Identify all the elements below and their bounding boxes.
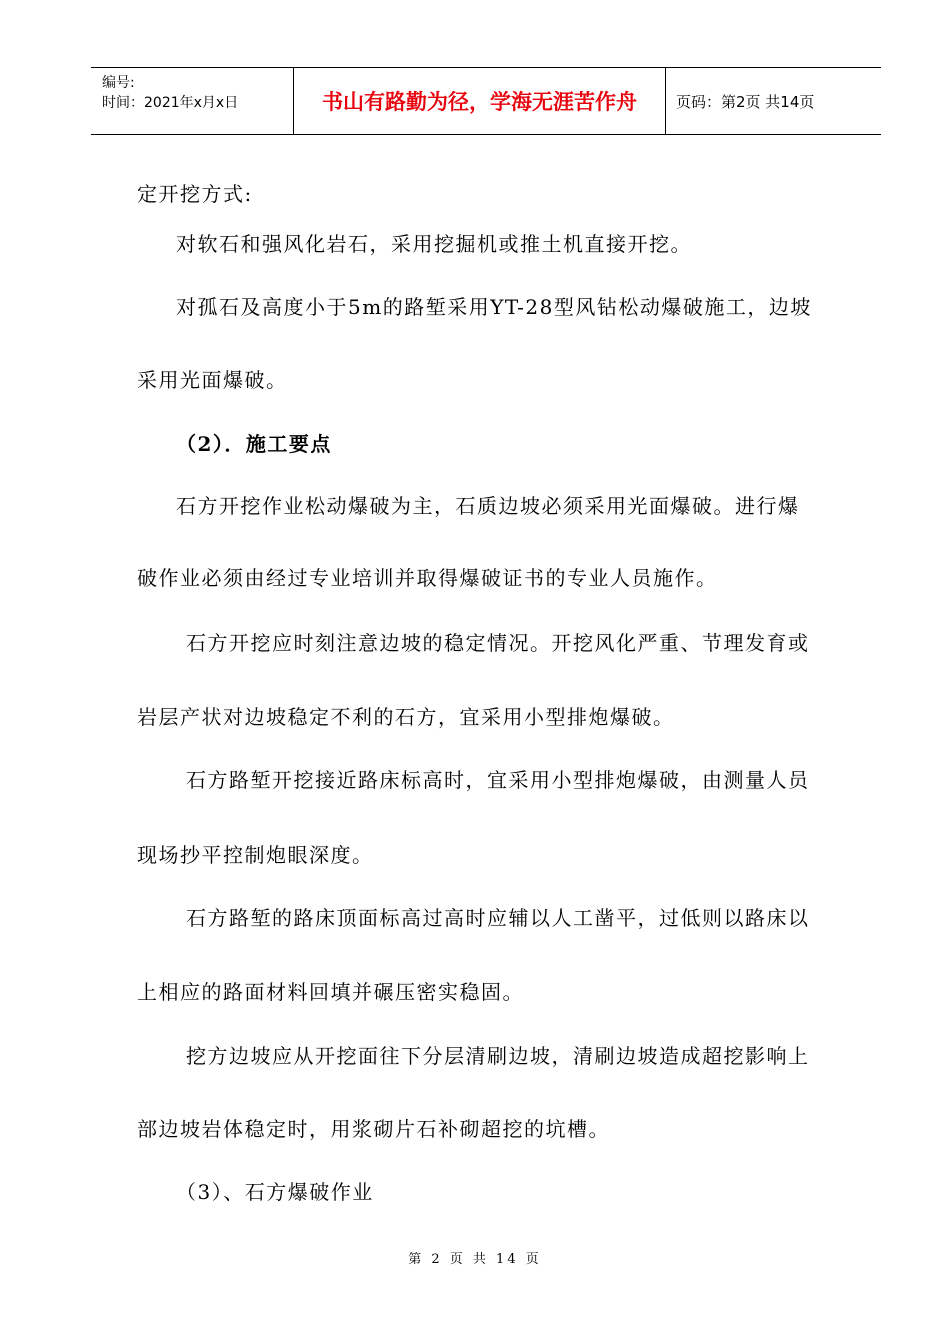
paragraph-line: 部边坡岩体稳定时，用浆砌片石补砌超挖的坑槽。: [137, 1117, 610, 1141]
paragraph-line: 对孤石及高度小于5m的路堑采用YT-28型风钻松动爆破施工，边坡: [176, 295, 812, 319]
time-label: 时间：2021年x月x日: [102, 95, 239, 111]
serial-label: 编号:: [102, 75, 135, 91]
paragraph-line: 挖方边坡应从开挖面往下分层清刷边坡，清刷边坡造成超挖影响上: [186, 1044, 810, 1068]
paragraph-line: 上相应的路面材料回填并碾压密实稳固。: [137, 980, 524, 1004]
paragraph-line: 石方路堑的路床顶面标高过高时应辅以人工凿平，过低则以路床以: [186, 906, 810, 930]
paragraph-line: 破作业必须由经过专业培训并取得爆破证书的专业人员施作。: [137, 566, 718, 590]
paragraph-line: 定开挖方式:: [137, 182, 253, 206]
paragraph-line: 石方路堑开挖接近路床标高时，宜采用小型排炮爆破，由测量人员: [186, 768, 810, 792]
paragraph-line: 对软石和强风化岩石，采用挖掘机或推土机直接开挖。: [176, 232, 692, 256]
page-footer: 第 2 页 共 14 页: [408, 1252, 542, 1267]
paragraph-line: 石方开挖应时刻注意边坡的稳定情况。开挖风化严重、节理发育或: [186, 631, 810, 655]
header-page-info: 页码：第2页 共14页: [676, 92, 815, 111]
paragraph-line: 现场抄平控制炮眼深度。: [137, 843, 374, 867]
paragraph-line: 采用光面爆破。: [137, 368, 288, 392]
section-heading: （3）、石方爆破作业: [176, 1180, 374, 1204]
header-motto: 书山有路勤为径，学海无涯苦作舟: [294, 68, 666, 134]
paragraph-line: 岩层产状对边坡稳定不利的石方，宜采用小型排炮爆破。: [137, 705, 675, 729]
paragraph-line: 石方开挖作业松动爆破为主，石质边坡必须采用光面爆破。进行爆: [176, 494, 800, 518]
header-meta-cell: [91, 68, 294, 134]
page-header: [91, 67, 881, 135]
section-heading: （2）．施工要点: [176, 432, 332, 456]
